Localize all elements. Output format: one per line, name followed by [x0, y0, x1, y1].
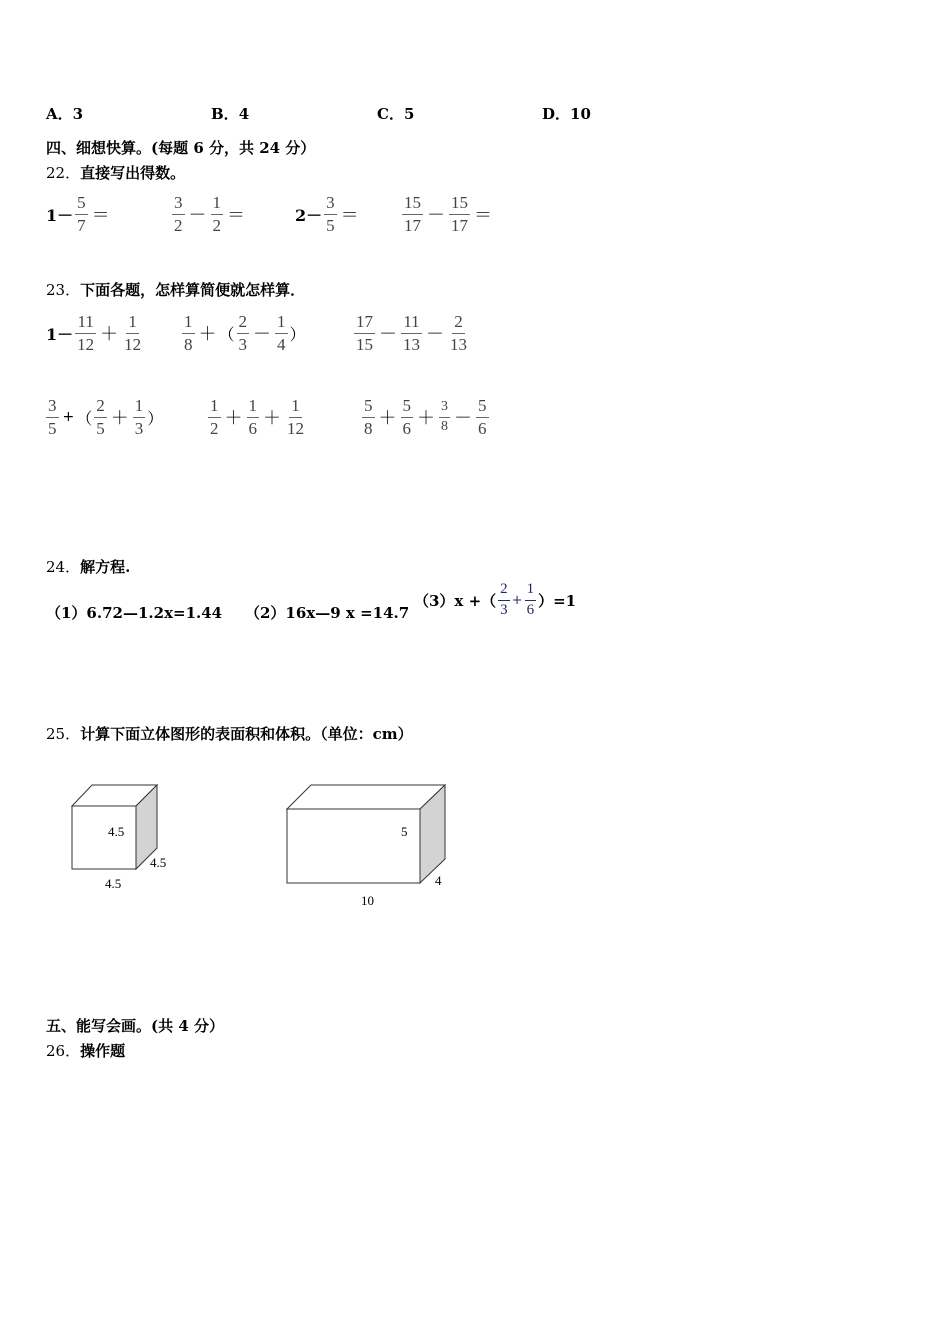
- cube-front-face: [72, 806, 136, 869]
- cube-bottom-label: 4.5: [105, 876, 122, 891]
- cuboid-front-face: [287, 809, 420, 883]
- fraction: $\frac{5}{7}$: [77, 193, 86, 235]
- section-5-heading: 五、能写会画。(共 4 分）: [46, 1017, 224, 1035]
- q24-equation-3: （3）x +（ $\frac{2}{3}$ + $\frac{1}{6}$ ）=1: [414, 581, 577, 618]
- fraction: $\frac{2}{13}$: [450, 312, 467, 354]
- fraction: $\frac{5}{8}$: [364, 396, 373, 438]
- question-number: 25．: [46, 725, 81, 743]
- fraction: $\frac{3}{5}$: [48, 396, 57, 438]
- section-4-heading: 四、细想快算。(每题 6 分，共 24 分）: [46, 139, 316, 157]
- cuboid-top-face: [287, 785, 445, 809]
- q22-item-2: $\frac{3}{2}$ － $\frac{1}{2}$ ＝: [174, 193, 245, 235]
- fraction: $\frac{3}{5}$: [326, 193, 335, 235]
- q23-expr-1: 1－ $\frac{11}{12}$ ＋ $\frac{1}{12}$: [46, 312, 142, 354]
- question-title: 计算下面立体图形的表面积和体积。（单位：cm）: [80, 725, 413, 743]
- fraction: $\frac{2}{3}$: [238, 312, 248, 354]
- fraction: $\frac{2}{3}$: [500, 581, 508, 618]
- q23-expr-5: $\frac{1}{2}$ ＋ $\frac{1}{6}$ ＋ $\frac{1}{12}$: [210, 396, 304, 438]
- fraction: $\frac{1}{12}$: [124, 312, 142, 354]
- q22-item-1: 1－ $\frac{5}{7}$ ＝: [46, 193, 110, 235]
- fraction: $\frac{1}{2}$: [212, 193, 221, 235]
- cuboid-length-label: 10: [361, 893, 374, 908]
- question-number: 23．: [46, 281, 81, 299]
- cuboid-depth-label: 4: [435, 873, 442, 888]
- fraction: $\frac{15}{17}$: [404, 193, 421, 235]
- q22-heading: [46, 162, 185, 183]
- q25-heading: [46, 723, 413, 744]
- fraction: $\frac{1}{6}$: [248, 396, 257, 438]
- fraction: $\frac{1}{12}$: [287, 396, 304, 438]
- fraction: $\frac{5}{6}$: [478, 396, 487, 438]
- fraction: $\frac{1}{4}$: [277, 312, 286, 354]
- question-number: 26．: [46, 1042, 81, 1060]
- fraction: $\frac{11}{13}$: [403, 312, 420, 354]
- question-title: 下面各题，怎样算简便就怎样算．: [80, 281, 306, 299]
- fraction: $\frac{1}{3}$: [134, 396, 144, 438]
- question-number: 22．: [46, 164, 81, 182]
- choice-a: A．3: [46, 105, 84, 123]
- question-number: 24．: [46, 558, 81, 576]
- fraction: $\frac{1}{2}$: [210, 396, 219, 438]
- q23-expr-2: $\frac{1}{8}$ ＋ （ $\frac{2}{3}$ － $\frac{1}{4}$ ）: [184, 312, 306, 354]
- cube-front-label: 4.5: [108, 824, 125, 839]
- q23-expr-6: $\frac{5}{8}$ ＋ $\frac{5}{6}$ ＋ $\frac{3}{8}$ － $\frac{5}{6}$: [364, 396, 487, 438]
- cube-figure: [60, 775, 170, 900]
- q22-item-3: 2－ $\frac{3}{5}$ ＝: [295, 193, 359, 235]
- fraction: $\frac{15}{17}$: [451, 193, 468, 235]
- q24-equation-2: （2）16x—9 x =14.7: [245, 604, 410, 622]
- question-title: 操作题: [80, 1042, 126, 1060]
- fraction: $\frac{3}{2}$: [174, 193, 183, 235]
- q24-heading: [46, 556, 130, 577]
- cube-depth-label: 4.5: [150, 855, 167, 870]
- q22-item-4: $\frac{15}{17}$ － $\frac{15}{17}$ ＝: [404, 193, 492, 235]
- question-title: 解方程.: [80, 558, 131, 576]
- choice-c: C．5: [377, 105, 415, 123]
- choice-b: B．4: [211, 105, 250, 123]
- q24-equation-1: （1）6.72—1.2x=1.44: [46, 604, 223, 622]
- choice-d: D．10: [542, 105, 591, 123]
- q23-expr-3: $\frac{17}{15}$ － $\frac{11}{13}$ － $\frac{2}{13}$: [356, 312, 467, 354]
- question-title: 直接写出得数。: [80, 164, 186, 182]
- cuboid-figure: [275, 775, 460, 915]
- fraction: $\frac{3}{8}$: [441, 399, 448, 434]
- fraction: $\frac{5}{6}$: [402, 396, 411, 438]
- q23-expr-4: $\frac{3}{5}$ + （ $\frac{2}{5}$ ＋ $\frac{1}{3}$ ）: [48, 396, 164, 438]
- q26-heading: [46, 1040, 125, 1061]
- fraction: $\frac{17}{15}$: [356, 312, 373, 354]
- cuboid-height-label: 5: [401, 824, 408, 839]
- fraction: $\frac{11}{12}$: [77, 312, 95, 354]
- fraction: $\frac{1}{8}$: [184, 312, 193, 354]
- fraction: $\frac{2}{5}$: [96, 396, 105, 438]
- q23-heading: [46, 279, 305, 300]
- fraction: $\frac{1}{6}$: [526, 581, 535, 618]
